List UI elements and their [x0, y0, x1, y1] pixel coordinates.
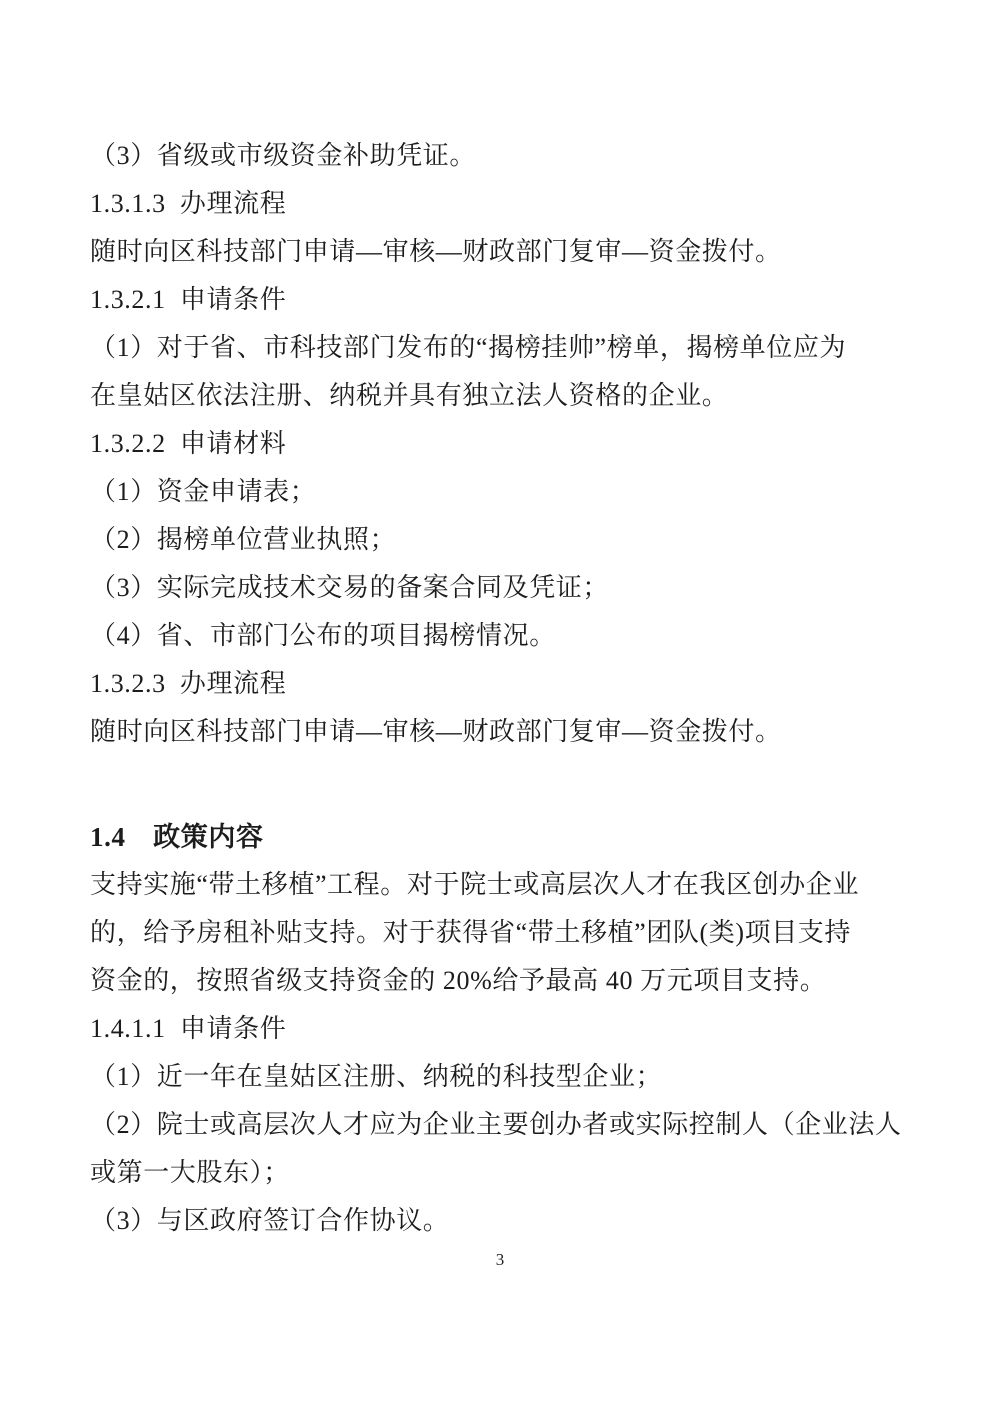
text-line: （3）实际完成技术交易的备案合同及凭证； — [90, 573, 610, 602]
text-line: （3）与区政府签订合作协议。 — [90, 1206, 450, 1235]
text-line: 或第一大股东）； — [90, 1158, 290, 1187]
section-heading: 1.4 政策内容 — [90, 822, 264, 852]
text-line: 随时向区科技部门申请—审核—财政部门复审—资金拨付。 — [90, 237, 782, 266]
text-line: （1）近一年在皇姑区注册、纳税的科技型企业； — [90, 1062, 663, 1091]
text-line: 支持实施“带土移植”工程。对于院士或高层次人才在我区创办企业 — [90, 870, 860, 899]
page-number: 3 — [495, 1250, 505, 1269]
text-line: 1.3.2.1 申请条件 — [90, 285, 287, 314]
text-line: 1.4.1.1 申请条件 — [90, 1014, 287, 1043]
document-body — [90, 132, 922, 1245]
text-line: 资金的，按照省级支持资金的 20%给予最高 40 万元项目支持。 — [90, 966, 827, 995]
text-line: （2）院士或高层次人才应为企业主要创办者或实际控制人（企业法人 — [90, 1110, 902, 1139]
text-line: 1.3.2.2 申请材料 — [90, 429, 287, 458]
text-line: 随时向区科技部门申请—审核—财政部门复审—资金拨付。 — [90, 717, 782, 746]
text-line: （1）对于省、市科技部门发布的“揭榜挂帅”榜单，揭榜单位应为 — [90, 333, 847, 362]
text-line: （1）资金申请表； — [90, 477, 317, 506]
text-line: （3）省级或市级资金补助凭证。 — [90, 141, 477, 170]
text-line: （4）省、市部门公布的项目揭榜情况。 — [90, 621, 556, 650]
text-line: （2）揭榜单位营业执照； — [90, 525, 397, 554]
text-line: 在皇姑区依法注册、纳税并具有独立法人资格的企业。 — [90, 381, 729, 410]
text-line: 的，给予房租补贴支持。对于获得省“带土移植”团队(类)项目支持 — [90, 918, 851, 947]
text-line: 1.3.1.3 办理流程 — [90, 189, 287, 218]
text-line: 1.3.2.3 办理流程 — [90, 669, 287, 698]
